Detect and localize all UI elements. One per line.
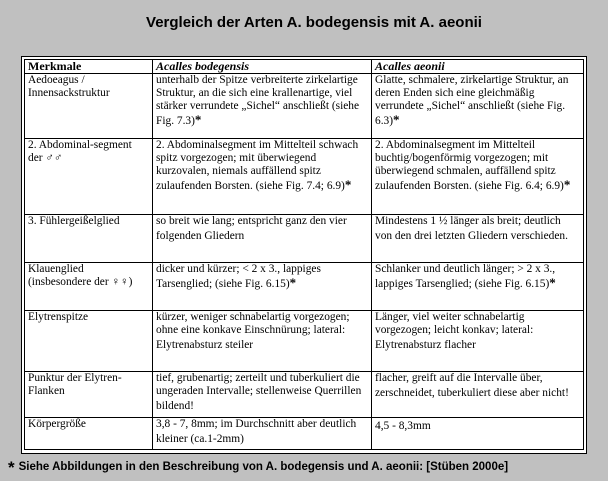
cell-text: kürzer, weniger schnabelartig vorgezogen; ohne eine konkave Einschnürung; lateral: Elytrenabsturz steiler (156, 311, 350, 351)
bodegensis-cell (153, 263, 372, 311)
cell-text: tief, grubenartig; zerteilt und tuberkuliert die ungeraden Intervalle; stellenweise Querrillen bildend! (156, 372, 362, 412)
figure-reference-mark: * (549, 275, 556, 290)
header-aeonii: Acalles aeonii (372, 60, 584, 74)
aeonii-cell (372, 418, 584, 450)
table-row (25, 311, 584, 372)
header-bodegensis: Acalles bodegensis (153, 60, 372, 74)
cell-text: 3,8 - 7, 8mm; im Durchschnitt aber deutlich kleiner (ca.1-2mm) (156, 418, 357, 445)
row-label: Körpergröße (25, 418, 153, 450)
header-merkmale: Merkmale (25, 60, 153, 74)
aeonii-cell (372, 372, 584, 418)
cell-text: 2. Abdominalsegment im Mittelteil schwach spitz vorgezogen; mit überwiegend kurzovalen, niemals auffällend spitz zulaufenden Borsten. (siehe Fig. 7.4; 6.9) (156, 139, 359, 192)
table-row (25, 418, 584, 450)
aeonii-cell (372, 215, 584, 263)
row-label: 2. Abdominal-segment der ♂♂ (25, 139, 153, 215)
figure-reference-mark: * (194, 112, 202, 127)
figure-reference-mark: * (289, 275, 297, 290)
cell-text: Schlanker und deutlich länger; > 2 x 3., lappiges Tarsenglied; (siehe Fig. 6.15) (375, 263, 556, 290)
bodegensis-cell (153, 215, 372, 263)
row-label: Elytrenspitze (25, 311, 153, 372)
footnote-text: Siehe Abbildungen in den Beschreibung von A. bodegensis und A. aeonii: [Stüben 2000e] (18, 461, 509, 473)
cell-text: dicker und kürzer; < 2 x 3., lappiges Tarsenglied; (siehe Fig. 6.15) (156, 263, 321, 290)
figure-reference-mark: * (563, 177, 571, 192)
bodegensis-cell (153, 418, 372, 450)
comparison-table (24, 59, 584, 450)
row-label: Aedoeagus / Innensackstruktur (25, 74, 153, 139)
figure-reference-mark: * (344, 177, 352, 192)
table-row (25, 74, 584, 139)
cell-text: Mindestens 1 ½ länger als breit; deutlich von den drei letzten Gliedern verschieden. (375, 215, 568, 242)
table-row (25, 139, 584, 215)
footnote-asterisk: * (8, 458, 15, 477)
aeonii-cell (372, 263, 584, 311)
cell-text: Glatte, schmalere, zirkelartige Struktur, an deren Enden sich eine gleichmäßig verrundete „Sichel“ anschließt (siehe Fig. 6.3) (375, 74, 569, 127)
aeonii-cell (372, 139, 584, 215)
cell-text: Länger, viel weiter schnabelartig vorgezogen; leicht konkav; lateral: Elytrenabsturz flacher (375, 311, 534, 351)
table-row (25, 263, 584, 311)
row-label: 3. Fühlergeißelglied (25, 215, 153, 263)
table-row (25, 215, 584, 263)
cell-text: 4,5 - 8,3mm (375, 420, 431, 432)
aeonii-cell (372, 311, 584, 372)
footnote (8, 458, 508, 478)
comparison-table-frame (21, 56, 587, 454)
row-label: Klauenglied (insbesondere der ♀♀) (25, 263, 153, 311)
cell-text: 2. Abdominalsegment im Mittelteil buchtig/bogenförmig vorgezogen; mit überwiegend schmalen, auffällend spitz zulaufenden Borsten. (siehe Fig. 6.4; 6.9) (375, 139, 564, 192)
table-header-row (25, 60, 584, 74)
bodegensis-cell (153, 372, 372, 418)
figure-reference-mark: * (393, 112, 400, 127)
row-label: Punktur der Elytren-Flanken (25, 372, 153, 418)
page-title: Vergleich der Arten A. bodegensis mit A. aeonii (146, 14, 482, 31)
table-row (25, 372, 584, 418)
cell-text: unterhalb der Spitze verbreiterte zirkelartige Struktur, an die sich eine krallenartige, viel stärker verrundete „Sichel“ anschließt (siehe Fig. 7.3) (156, 74, 360, 127)
cell-text: flacher, greift auf die Intervalle über, zerschneidet, tuberkuliert diese aber nicht! (375, 372, 569, 399)
aeonii-cell (372, 74, 584, 139)
bodegensis-cell (153, 311, 372, 372)
bodegensis-cell (153, 74, 372, 139)
bodegensis-cell (153, 139, 372, 215)
cell-text: so breit wie lang; entspricht ganz den vier folgenden Gliedern (156, 215, 347, 242)
